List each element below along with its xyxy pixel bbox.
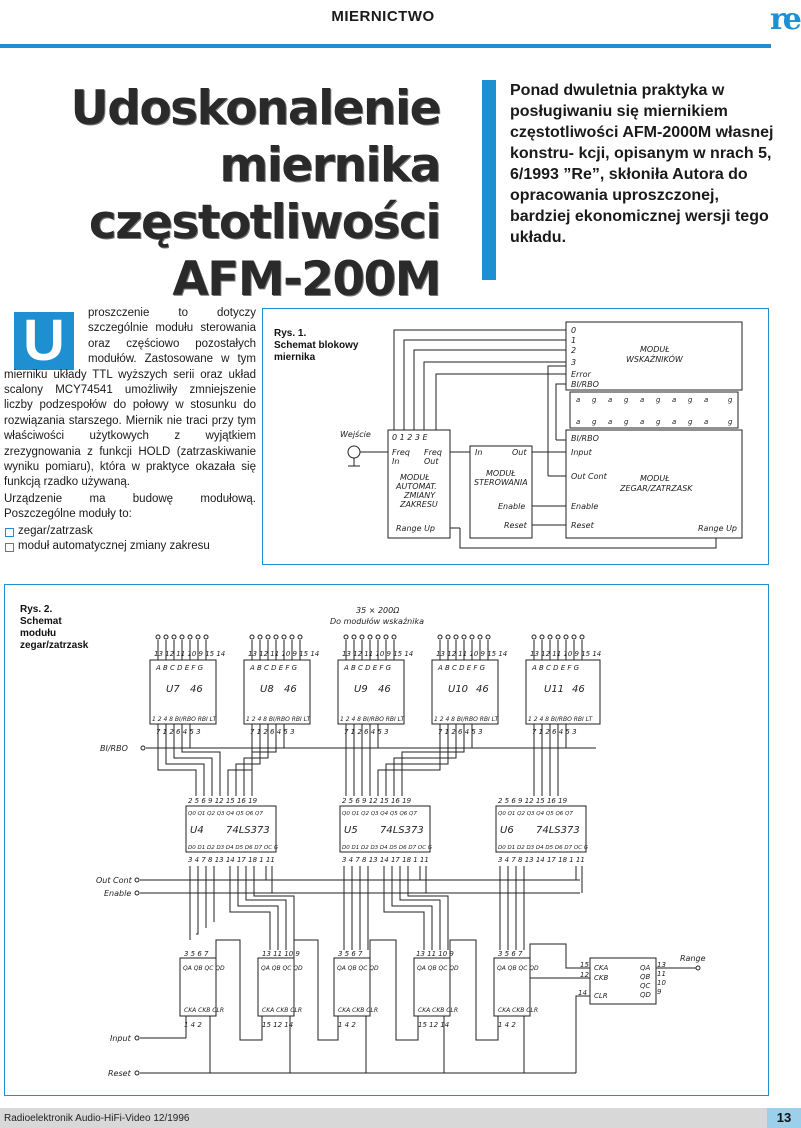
svg-text:QC: QC	[640, 982, 651, 990]
enable-signal-label: Enable	[104, 889, 132, 898]
svg-text:7 1 2 6 4 5 3: 7 1 2 6 4 5 3	[250, 728, 295, 736]
svg-text:1 2 4 8 BI/RBO RBI LT: 1 2 4 8 BI/RBO RBI LT	[152, 716, 217, 723]
svg-text:g: g	[592, 418, 597, 426]
clock-pin-reset: Reset	[571, 521, 594, 530]
svg-text:CKA CKB CLR: CKA CKB CLR	[338, 1007, 378, 1014]
svg-text:1 2 4 8 BI/RBO RBI LT: 1 2 4 8 BI/RBO RBI LT	[246, 716, 311, 723]
title-line-2: miernika	[219, 138, 440, 193]
svg-text:A B C D E F G: A B C D E F G	[250, 664, 298, 672]
svg-text:7 1 2 6 4 5 3: 7 1 2 6 4 5 3	[156, 728, 201, 736]
svg-text:g: g	[688, 396, 693, 404]
resistor-note-line-2: Do modułów wskaźnika	[330, 617, 424, 626]
svg-text:13 12 11 10 9 15 14: 13 12 11 10 9 15 14	[436, 650, 508, 658]
latch-U6-name: U6	[500, 825, 514, 836]
svg-text:3 5 6 7: 3 5 6 7	[498, 950, 523, 958]
svg-text:46: 46	[190, 684, 203, 695]
disp-pin-3: 3	[571, 358, 577, 367]
svg-text:13 12 11 10 9 15 14: 13 12 11 10 9 15 14	[248, 650, 320, 658]
svg-text:A B C D E F G: A B C D E F G	[344, 664, 392, 672]
disp-pin-0: 0	[571, 326, 577, 335]
svg-text:g: g	[688, 418, 693, 426]
svg-text:2 5 6 9 12 15 16 19: 2 5 6 9 12 15 16 19	[188, 797, 258, 805]
svg-text:CKA CKB CLR: CKA CKB CLR	[498, 1007, 538, 1014]
outcont-signal-label: Out Cont	[96, 876, 132, 885]
clock-pin-input: Input	[571, 448, 592, 457]
svg-text:3 5 6 7: 3 5 6 7	[338, 950, 363, 958]
svg-text:1 4 2: 1 4 2	[184, 1021, 202, 1029]
svg-text:A B C D E F G: A B C D E F G	[438, 664, 486, 672]
svg-text:2 5 6 9 12 15 16 19: 2 5 6 9 12 15 16 19	[498, 797, 568, 805]
svg-text:46: 46	[572, 684, 585, 695]
svg-text:QA QB QC QD: QA QB QC QD	[183, 965, 225, 972]
birbo-signal-label: BI/RBO	[100, 744, 128, 753]
svg-text:7 1 2 6 4 5 3: 7 1 2 6 4 5 3	[532, 728, 577, 736]
svg-text:74LS373: 74LS373	[226, 825, 270, 836]
svg-text:CKA CKB CLR: CKA CKB CLR	[418, 1007, 458, 1014]
svg-text:7 1 2 6 4 5 3: 7 1 2 6 4 5 3	[438, 728, 483, 736]
auto-pins-label: 0 1 2 3 E	[392, 433, 428, 442]
svg-text:2 5 6 9 12 15 16 19: 2 5 6 9 12 15 16 19	[342, 797, 412, 805]
resistor-note-line-1: 35 × 200Ω	[356, 606, 400, 615]
disp-pin-error: Error	[571, 370, 591, 379]
latch-U4-name: U4	[190, 825, 204, 836]
svg-text:a: a	[672, 396, 677, 404]
svg-text:a: a	[704, 418, 709, 426]
display-module-name: MODUŁ	[640, 345, 670, 354]
svg-text:46: 46	[378, 684, 391, 695]
figure-2-frame	[4, 584, 769, 1096]
dropcap: U	[14, 312, 74, 370]
svg-text:Q0 Q1 Q2 Q3 Q4 Q5 Q6 Q7: Q0 Q1 Q2 Q3 Q4 Q5 Q6 Q7	[188, 811, 263, 817]
clock-pin-enable: Enable	[571, 502, 599, 511]
svg-text:ZAKRESU: ZAKRESU	[400, 500, 438, 509]
svg-text:14: 14	[578, 989, 587, 997]
lead-accent-bar	[482, 80, 496, 280]
svg-text:STEROWANIA: STEROWANIA	[474, 478, 528, 487]
svg-text:QA QB QC QD: QA QB QC QD	[337, 965, 379, 972]
figure-2-caption: Rys. 2. Schemat modułu zegar/zatrzask	[20, 604, 89, 651]
freq-out-label: Freq	[424, 448, 442, 457]
svg-text:12: 12	[580, 971, 589, 979]
range-ckb: CKB	[594, 974, 609, 982]
section-title: MIERNICTWO	[331, 8, 435, 25]
svg-text:QB: QB	[640, 973, 651, 981]
title-line-4: AFM-200M	[172, 252, 440, 307]
svg-text:13 11 10 9: 13 11 10 9	[262, 950, 300, 958]
input-label: Wejście	[340, 430, 371, 439]
svg-text:CKA CKB CLR: CKA CKB CLR	[262, 1007, 302, 1014]
svg-text:74LS373: 74LS373	[536, 825, 580, 836]
svg-text:g: g	[728, 418, 733, 426]
svg-text:Q0 Q1 Q2 Q3 Q4 Q5 Q6 Q7: Q0 Q1 Q2 Q3 Q4 Q5 Q6 Q7	[498, 811, 573, 817]
svg-text:3 4 7 8 13 14 17 18 1 11: 3 4 7 8 13 14 17 18 1 11	[498, 856, 585, 864]
reset-signal-label: Reset	[108, 1069, 131, 1078]
svg-text:g: g	[656, 418, 661, 426]
svg-text:Out: Out	[424, 457, 439, 466]
svg-text:1 2 4 8 BI/RBO RBI LT: 1 2 4 8 BI/RBO RBI LT	[434, 716, 499, 723]
decoder-U9-name: U9	[354, 684, 368, 695]
svg-text:13 12 11 10 9 15 14: 13 12 11 10 9 15 14	[154, 650, 226, 658]
clock-range-up-label: Range Up	[698, 524, 738, 533]
svg-text:15 12 14: 15 12 14	[262, 1021, 294, 1029]
auto-module-name: MODUŁ	[400, 473, 430, 482]
range-clr: CLR	[594, 992, 608, 1000]
svg-text:13 12 11 10 9 15 14: 13 12 11 10 9 15 14	[530, 650, 602, 658]
svg-text:11: 11	[657, 970, 666, 978]
svg-text:g: g	[592, 396, 597, 404]
decoder-U11-name: U11	[544, 684, 565, 695]
disp-pin-2: 2	[571, 346, 577, 355]
ctrl-in-label: In	[475, 448, 483, 457]
paragraph-1: proszczenie to dotyczy szczególnie modułu sterowania oraz częściowo pozostałych modułów. Zastosowane w tym mierniku układy TTL wyższych serii oraz układ scalony MCY74541 umożliwiły zmniejszenie liczby podzespołów do połowy w stosunku do rozwiązania starszego. Miernik nie traci przy tym właściwości użytkowych z wyjątkiem zrezygnowania z funkcji HOLD (zatrzaskiwanie wyniku pomiaru), która w praktyce okazała się funkcją rzadko używaną.	[4, 307, 256, 489]
svg-text:QA QB QC QD: QA QB QC QD	[497, 965, 539, 972]
svg-text:A B C D E F G: A B C D E F G	[156, 664, 204, 672]
auto-range-up-label: Range Up	[396, 524, 436, 533]
title-line-3: częstotliwości	[88, 195, 440, 250]
svg-text:13 12 11 10 9 15 14: 13 12 11 10 9 15 14	[342, 650, 414, 658]
svg-text:QA: QA	[640, 964, 651, 972]
svg-text:13 11 10 9: 13 11 10 9	[416, 950, 454, 958]
svg-text:D0 D1 D2 D3 D4 D5 D6 D7 OC G: D0 D1 D2 D3 D4 D5 D6 D7 OC G	[342, 845, 433, 851]
svg-text:a: a	[704, 396, 709, 404]
svg-text:7 1 2 6 4 5 3: 7 1 2 6 4 5 3	[344, 728, 389, 736]
svg-text:a: a	[576, 396, 581, 404]
ctrl-module-name: MODUŁ	[486, 469, 516, 478]
svg-text:15: 15	[580, 961, 589, 969]
svg-text:QA QB QC QD: QA QB QC QD	[417, 965, 459, 972]
article-body	[4, 306, 256, 555]
paragraph-2: Urządzenie ma budowę modułową. Poszczególne moduły to:	[4, 492, 256, 521]
input-signal-label: Input	[110, 1034, 131, 1043]
svg-text:15 12 14: 15 12 14	[418, 1021, 450, 1029]
header-rule	[0, 44, 771, 48]
magazine-logo: re	[770, 2, 799, 37]
svg-text:46: 46	[284, 684, 297, 695]
disp-pin-1: 1	[571, 336, 577, 345]
svg-text:a: a	[640, 396, 645, 404]
ctrl-out-label: Out	[512, 448, 527, 457]
svg-text:74LS373: 74LS373	[380, 825, 424, 836]
range-cka: CKA	[594, 964, 609, 972]
svg-text:3 5 6 7: 3 5 6 7	[184, 950, 209, 958]
ctrl-reset-label: Reset	[504, 521, 527, 530]
article-lead: Ponad dwuletnia praktyka w posługiwaniu się miernikiem częstotliwości AFM-2000M własnej konstru- kcji, opisanym w nrach 5, 6/1993 ”Re”, skłoniła Autora do opracowania uproszczonej, bardziej ekonomicznej wersji tego układu.	[510, 82, 774, 246]
svg-text:CKA CKB CLR: CKA CKB CLR	[184, 1007, 224, 1014]
svg-text:3 4 7 8 13 14 17 18 1 11: 3 4 7 8 13 14 17 18 1 11	[188, 856, 275, 864]
svg-text:13: 13	[657, 961, 666, 969]
range-signal-label: Range	[680, 954, 706, 963]
svg-text:a: a	[608, 418, 613, 426]
clock-pin-birbo: BI/RBO	[571, 434, 599, 443]
decoder-U8-name: U8	[260, 684, 274, 695]
latch-U5-name: U5	[344, 825, 358, 836]
svg-text:In: In	[392, 457, 400, 466]
svg-text:WSKAŹNIKÓW: WSKAŹNIKÓW	[626, 355, 683, 364]
svg-text:a: a	[608, 396, 613, 404]
svg-text:g: g	[728, 396, 733, 404]
svg-text:D0 D1 D2 D3 D4 D5 D6 D7 OC G: D0 D1 D2 D3 D4 D5 D6 D7 OC G	[498, 845, 589, 851]
svg-text:1 4 2: 1 4 2	[338, 1021, 356, 1029]
svg-text:1 4 2: 1 4 2	[498, 1021, 516, 1029]
list-item: moduł automatycznej zmiany zakresu	[4, 539, 256, 554]
title-line-1: Udoskonalenie	[70, 81, 440, 136]
clock-module-name: MODUŁ	[640, 474, 670, 483]
svg-text:AUTOMAT.: AUTOMAT.	[396, 482, 437, 491]
svg-text:g: g	[656, 396, 661, 404]
svg-text:a: a	[576, 418, 581, 426]
svg-text:3 4 7 8 13 14 17 18 1 11: 3 4 7 8 13 14 17 18 1 11	[342, 856, 429, 864]
svg-text:g: g	[624, 396, 629, 404]
svg-text:ZEGAR/ZATRZASK: ZEGAR/ZATRZASK	[620, 484, 693, 493]
freq-in-label: Freq	[392, 448, 410, 457]
svg-text:a: a	[672, 418, 677, 426]
svg-text:D0 D1 D2 D3 D4 D5 D6 D7 OC G: D0 D1 D2 D3 D4 D5 D6 D7 OC G	[188, 845, 279, 851]
svg-text:Q0 Q1 Q2 Q3 Q4 Q5 Q6 Q7: Q0 Q1 Q2 Q3 Q4 Q5 Q6 Q7	[342, 811, 417, 817]
svg-text:QA QB QC QD: QA QB QC QD	[261, 965, 303, 972]
svg-text:a: a	[640, 418, 645, 426]
svg-text:10: 10	[657, 979, 666, 987]
figure-1-caption: Rys. 1. Schemat blokowy miernika	[274, 328, 359, 363]
clock-pin-outcont: Out Cont	[571, 472, 607, 481]
footer-source: Radioelektronik Audio-HiFi-Video 12/1996	[4, 1113, 190, 1124]
page-number: 13	[767, 1108, 801, 1128]
article-title	[20, 80, 440, 308]
ctrl-enable-label: Enable	[498, 502, 526, 511]
svg-text:9: 9	[657, 988, 662, 996]
svg-text:ZMIANY: ZMIANY	[404, 491, 436, 500]
decoder-U7-name: U7	[166, 684, 180, 695]
svg-text:1 2 4 8 BI/RBO RBI LT: 1 2 4 8 BI/RBO RBI LT	[528, 716, 593, 723]
decoder-U10-name: U10	[448, 684, 469, 695]
disp-pin-birbo: BI/RBO	[571, 380, 599, 389]
svg-text:QD: QD	[640, 991, 651, 999]
svg-text:1 2 4 8 BI/RBO RBI LT: 1 2 4 8 BI/RBO RBI LT	[340, 716, 405, 723]
list-item: zegar/zatrzask	[4, 524, 256, 539]
svg-text:A B C D E F G: A B C D E F G	[532, 664, 580, 672]
svg-text:g: g	[624, 418, 629, 426]
module-list	[4, 524, 256, 555]
svg-text:46: 46	[476, 684, 489, 695]
